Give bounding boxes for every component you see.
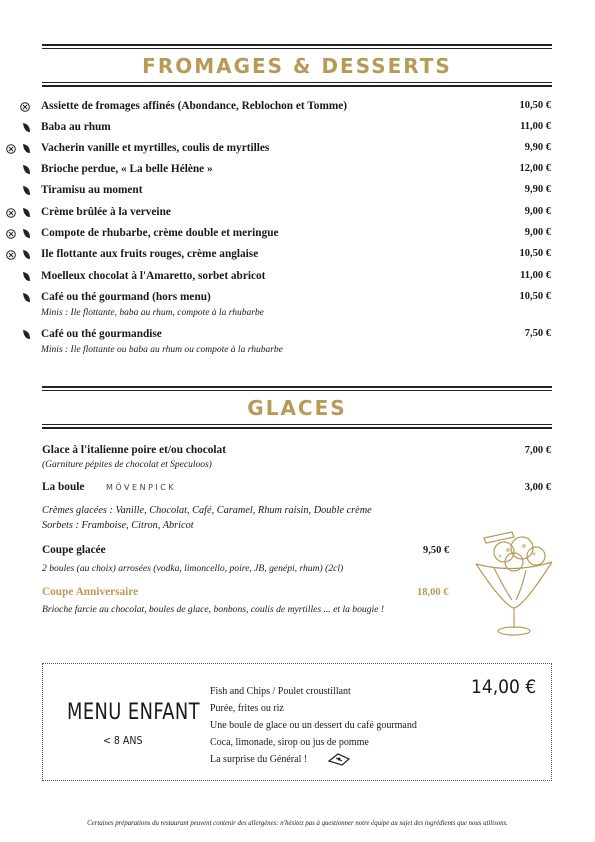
anniversaire-sub: Brioche farcie au chocolat, boules de glace, bonbons, coulis de myrtilles ... et la bougie ! [42, 604, 385, 615]
dessert-name: Compote de rhubarbe, crème double et meringue [41, 227, 279, 239]
kids-line-2: Purée, frites ou riz [210, 703, 284, 714]
diet-icons [6, 207, 36, 220]
dessert-name: Vacherin vanille et myrtilles, coulis de myrtilles [41, 142, 270, 154]
gluten-free-icon [6, 208, 16, 218]
italienne-name: Glace à l'italienne poire et/ou chocolat [42, 444, 226, 456]
dessert-item [0, 291, 595, 318]
glaces-title-rule-thin [42, 424, 552, 425]
dessert-item [0, 227, 595, 243]
dessert-name: Crème brûlée à la verveine [41, 206, 171, 218]
gluten-free-icon [20, 102, 30, 112]
vegetarian-leaf-icon [21, 143, 32, 155]
boule-name: La boule [42, 481, 85, 493]
diet-icons [6, 185, 36, 198]
anniversaire-price: 18,00 € [417, 587, 449, 598]
kids-menu-age: < 8 ANS [103, 735, 143, 747]
dessert-price: 10,50 € [519, 248, 551, 259]
kids-line-4: Coca, limonade, sirop ou jus de pomme [210, 737, 369, 748]
dessert-name: Brioche perdue, « La belle Hélène » [41, 163, 213, 175]
dessert-price: 9,90 € [524, 142, 551, 153]
kids-menu-price: 14,00 € [471, 676, 537, 698]
dessert-name: Assiette de fromages affinés (Abondance, Reblochon et Tomme) [41, 100, 348, 112]
cremes-glacees: Crèmes glacées : Vanille, Chocolat, Café, Caramel, Rhum raisin, Double crème [42, 505, 372, 516]
anniversaire-name: Coupe Anniversaire [42, 586, 139, 598]
dessert-subtext: Minis : Ile flottante, baba au rhum, compote à la rhubarbe [41, 308, 264, 318]
dessert-price: 10,50 € [519, 291, 551, 302]
diet-icons [6, 143, 36, 156]
coupe-sub: 2 boules (au choix) arrosées (vodka, limoncello, poire, JB, genépi, rhum) (2cl) [42, 563, 344, 574]
diet-icons [6, 271, 36, 284]
kids-line-1: Fish and Chips / Poulet croustillant [210, 686, 351, 697]
vegetarian-leaf-icon [21, 185, 32, 197]
dessert-item [0, 100, 595, 116]
dessert-price: 7,50 € [524, 328, 551, 339]
diet-icons [6, 101, 36, 114]
coupe-price: 9,50 € [423, 545, 450, 556]
vegetarian-leaf-icon [21, 207, 32, 219]
dessert-item [0, 121, 595, 137]
boule-price: 3,00 € [524, 482, 551, 493]
diet-icons [6, 122, 36, 135]
gluten-free-icon [6, 144, 16, 154]
glaces-rule-thin [42, 390, 552, 391]
dessert-item [0, 184, 595, 200]
dessert-name: Tiramisu au moment [41, 184, 143, 196]
dessert-item [0, 163, 595, 179]
dessert-name: Ile flottante aux fruits rouges, crème anglaise [41, 248, 259, 260]
kids-line-3: Une boule de glace ou un dessert du café gourmand [210, 720, 417, 731]
diet-icons [6, 228, 36, 241]
kids-menu-title: MENU ENFANT [67, 700, 200, 725]
diet-icons [6, 164, 36, 177]
vegetarian-leaf-icon [21, 249, 32, 261]
gluten-free-icon [6, 229, 16, 239]
diet-icons [6, 292, 36, 305]
dessert-item [0, 142, 595, 158]
gluten-free-icon [6, 250, 16, 260]
vegetarian-leaf-icon [21, 164, 32, 176]
dessert-name: Café ou thé gourmand (hors menu) [41, 291, 211, 303]
dessert-price: 9,00 € [524, 227, 551, 238]
glaces-title-rule-thick [42, 427, 552, 429]
sorbets: Sorbets : Framboise, Citron, Abricot [42, 520, 194, 531]
dessert-name: Moelleux chocolat à l'Amaretto, sorbet abricot [41, 270, 266, 282]
ice-cream-glass-illustration [464, 528, 564, 638]
coupe-name: Coupe glacée [42, 544, 106, 556]
dessert-price: 9,90 € [524, 184, 551, 195]
glaces-rule-thick [42, 386, 552, 388]
dessert-item [0, 248, 595, 264]
general-hat-icon [328, 752, 350, 766]
title-rule-thin [42, 82, 552, 83]
dessert-item [0, 270, 595, 286]
dessert-subtext: Minis : Ile flottante ou baba au rhum ou compote à la rhubarbe [41, 345, 283, 355]
section-title-glaces: GLACES [247, 396, 347, 420]
italienne-price: 7,00 € [524, 445, 551, 456]
dessert-name: Baba au rhum [41, 121, 111, 133]
vegetarian-leaf-icon [21, 122, 32, 134]
kids-line-5: La surprise du Général ! [210, 754, 308, 765]
dessert-item [0, 206, 595, 222]
dessert-price: 11,00 € [520, 270, 551, 281]
title-rule-thick [42, 85, 552, 87]
dessert-price: 9,00 € [524, 206, 551, 217]
top-rule-thin [42, 48, 552, 49]
vegetarian-leaf-icon [21, 292, 32, 304]
vegetarian-leaf-icon [21, 329, 32, 341]
section-title-desserts: FROMAGES & DESSERTS [142, 54, 452, 78]
dessert-price: 12,00 € [519, 163, 551, 174]
diet-icons [6, 249, 36, 262]
diet-icons [6, 329, 36, 342]
vegetarian-leaf-icon [21, 271, 32, 283]
dessert-name: Café ou thé gourmandise [41, 328, 162, 340]
allergen-footer: Certaines préparations du restaurant peuvent contenir des allergènes: n'hésitez pas à questionner notre équipe au sujet des ingrédients que nous utilisons. [87, 820, 508, 827]
dessert-price: 10,50 € [519, 100, 551, 111]
dessert-item [0, 328, 595, 355]
italienne-sub: (Garniture pépites de chocolat et Speculoos) [42, 460, 212, 470]
dessert-price: 11,00 € [520, 121, 551, 132]
top-rule-thick [42, 44, 552, 46]
vegetarian-leaf-icon [21, 228, 32, 240]
movenpick-logo: MÖVENPICK [106, 483, 177, 492]
